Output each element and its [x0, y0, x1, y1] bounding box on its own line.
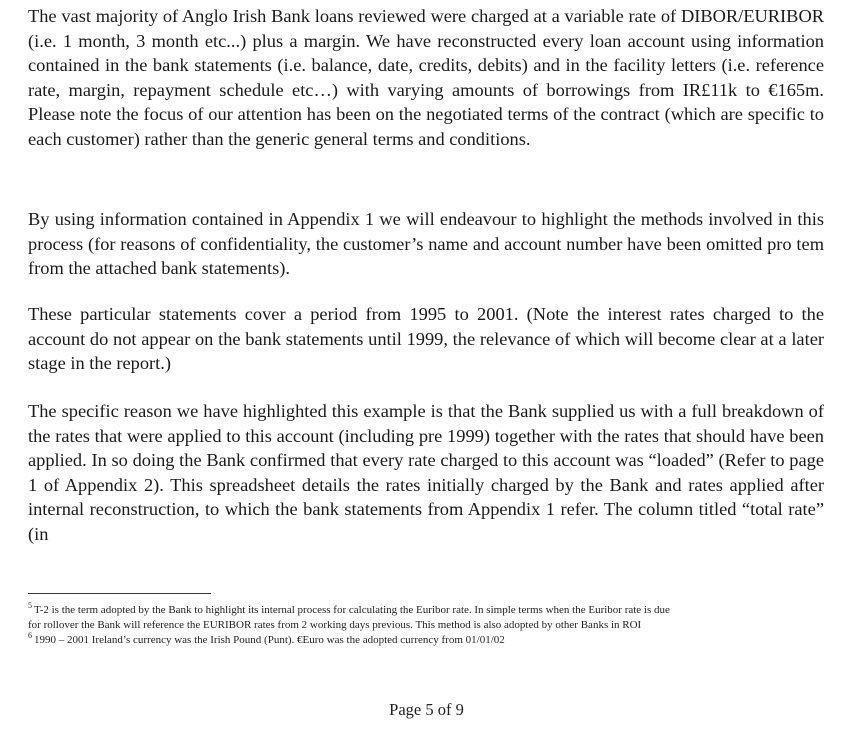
paragraph-appendix-methods: By using information contained in Appendix 1 we will endeavour to highlight the methods involved in this process (for reasons of confidentiality, the customer’s name and account number have been omitted pro tem from the attached bank statements).	[28, 209, 824, 278]
footnote-text: for rollover the Bank will reference the EURIBOR rates from 2 working days previous. This method is also adopted by other Banks in ROI	[28, 619, 642, 631]
page-number: Page 5 of 9	[389, 700, 464, 719]
footnote-continuation	[28, 618, 828, 633]
footnote-text: T-2 is the term adopted by the Bank to highlight its internal process for calculating the Euribor rate. In simple terms when the Euribor rate is due	[34, 604, 670, 616]
footnote-text: 1990 – 2001 Ireland’s currency was the Irish Pound (Punt). €Euro was the adopted currency from 01/01/02	[34, 634, 505, 646]
footnotes	[28, 603, 828, 648]
paragraph-rate-breakdown: The specific reason we have highlighted this example is that the Bank supplied us with a full breakdown of the rates that were applied to this account (including pre 1999) together with the rates that should have been applied. In so doing the Bank confirmed that every rate charged to this account was “loaded” (Refer to page 1 of Appendix 2). This spreadsheet details the rates initially charged by the Bank and rates applied after internal reconstruction, to which the bank statements from Appendix 1 refer. The column titled “total rate” (in	[28, 401, 824, 544]
footnote-separator	[28, 593, 211, 594]
paragraph-statement-period: These particular statements cover a period from 1995 to 2001. (Note the interest rates charged to the account do not appear on the bank statements until 1999, the relevance of which will become clear at a later stage in the report.)	[28, 304, 824, 373]
footnote-item	[28, 633, 828, 648]
footnote-marker: 6	[28, 631, 32, 641]
footnote-marker: 5	[28, 601, 32, 611]
footnote-item	[28, 603, 828, 618]
paragraph-loan-reconstruction: The vast majority of Anglo Irish Bank loans reviewed were charged at a variable rate of DIBOR/EURIBOR (i.e. 1 month, 3 month etc...) plus a margin. We have reconstructed every loan account using information contained in the bank statements (i.e. balance, date, credits, debits) and in the facility letters (i.e. reference rate, margin, repayment schedule etc…) with varying amounts of borrowings from IR£11k to €165m. Please note the focus of our attention has been on the negotiated terms of the contract (which are specific to each customer) rather than the generic general terms and conditions.	[28, 6, 824, 149]
